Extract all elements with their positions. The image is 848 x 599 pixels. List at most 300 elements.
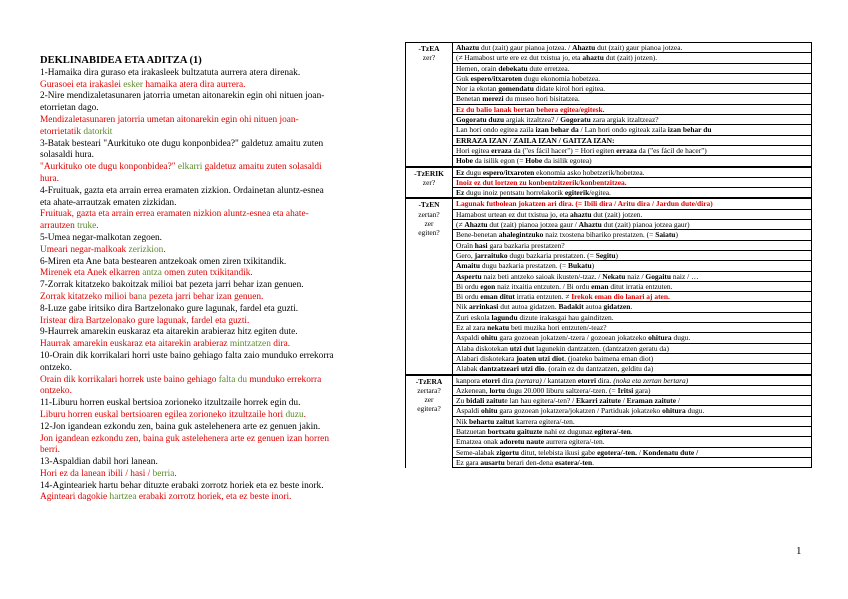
example-text: . bbox=[630, 302, 633, 312]
document-title: DEKLINABIDEA ETA ADITZA (1) bbox=[40, 55, 202, 66]
table-row bbox=[406, 323, 812, 333]
table-row bbox=[406, 63, 812, 73]
table-row bbox=[406, 104, 812, 114]
example-text: naiz itxaitia entzuten. / Bi ordu bbox=[495, 281, 592, 291]
example-text: Alabak bbox=[456, 364, 480, 374]
exercise-line: 3-Batak besteari "Aurkituko ote dugu konponbidea?" galdetuz amaitu zuten bbox=[40, 138, 324, 149]
table-row bbox=[406, 240, 812, 250]
exercise-line: 14-Aginteariek hartu behar dituzte erabaki zorrotz horiek eta ez beste inork. bbox=[40, 480, 324, 491]
example-cell bbox=[453, 416, 812, 426]
example-text: Alaba diskotekan bbox=[456, 343, 510, 353]
example-text: (zertara) bbox=[515, 375, 542, 385]
exercise-line bbox=[40, 245, 370, 257]
example-cell bbox=[453, 63, 812, 73]
exercise-line bbox=[40, 80, 370, 92]
example-text: zigortu bbox=[496, 447, 520, 457]
table-row bbox=[406, 209, 812, 219]
example-text: zaitute bbox=[599, 396, 621, 406]
answer-text: Liburu horren euskal bertsioaren egilea zorioneko itzultzaile hori bbox=[40, 409, 286, 420]
example-text: Gero, bbox=[456, 250, 475, 260]
answer-text: Iristear dira Bartzelonako gure lagunak, fardel eta guzti. bbox=[40, 315, 250, 326]
example-text: espero/itxaroten bbox=[482, 167, 535, 177]
example-text: ahalegintzuko bbox=[498, 230, 544, 240]
example-cell bbox=[453, 250, 812, 260]
example-text: ohitura bbox=[662, 406, 686, 416]
answer-text: erabaki zorrotz horiek, eta ez beste inori. bbox=[136, 492, 292, 503]
example-text: aurrera egitera/-ten. bbox=[544, 437, 605, 447]
example-cell bbox=[453, 261, 812, 271]
example-cell bbox=[453, 343, 812, 353]
table-row bbox=[406, 364, 812, 375]
example-text: Segitu bbox=[595, 250, 616, 260]
table-row bbox=[406, 447, 812, 457]
exercise-line: Mendizaletasunaren jatorria umetan aitonarekin egin ohi nituen joan- bbox=[40, 114, 299, 125]
example-text: (≠ Hamabost urte ere ez dut txistua jo, eta bbox=[456, 53, 583, 63]
exercise-line bbox=[40, 268, 370, 280]
example-text: izan behar du bbox=[667, 125, 712, 135]
example-cell bbox=[453, 104, 812, 114]
answer-text: . bbox=[96, 221, 99, 232]
example-text: Nik bbox=[456, 302, 470, 312]
example-text: Aspaldi bbox=[456, 333, 481, 343]
example-cell bbox=[453, 209, 812, 219]
highlight-word: duzu bbox=[285, 409, 304, 420]
example-text: . bbox=[630, 426, 633, 436]
example-text: Alabari diskotekara bbox=[456, 353, 517, 363]
example-text: dugu bazkaria prestatzen. (= bbox=[507, 250, 596, 260]
example-text: jarraituko bbox=[474, 250, 508, 260]
section-label-line: zer? bbox=[422, 53, 436, 63]
section-label-line: zertan? bbox=[418, 209, 440, 219]
example-text: Ez gara bbox=[456, 457, 481, 467]
table-row bbox=[406, 312, 812, 322]
example-text: Zuri eskola bbox=[456, 312, 492, 322]
exercise-line: Fruituak, gazta eta arrain errea eramaten nizkion aluntz-esnea eta ahate- bbox=[40, 209, 309, 220]
example-text: da isilik egotea) bbox=[542, 156, 592, 166]
example-text: gara bazkaria prestatzen? bbox=[487, 240, 565, 250]
example-text: Kondenatu dute / bbox=[642, 447, 699, 457]
example-text: berari den-dena bbox=[504, 457, 555, 467]
example-text: lagunekin dantzatzen. (dantzatzen geratu da) bbox=[534, 343, 669, 353]
example-text: esatera/-ten bbox=[554, 457, 593, 467]
exercise-line: hura. bbox=[40, 173, 59, 184]
example-cell bbox=[453, 156, 812, 167]
table-row bbox=[406, 261, 812, 271]
table-row bbox=[406, 43, 812, 53]
example-text: Hamabost urtean ez dut txistua jo, eta bbox=[456, 209, 571, 219]
section-label-line: -TzERIK bbox=[414, 168, 444, 178]
example-cell bbox=[453, 220, 812, 230]
answer-text: arrautzen bbox=[40, 221, 78, 232]
example-cell bbox=[453, 281, 812, 291]
example-text: Oraïn bbox=[456, 240, 475, 250]
example-text: Bukatu bbox=[568, 261, 592, 271]
example-cell bbox=[453, 292, 812, 302]
example-text: Inoiz ez dut lortzen zu konbentzitzerik/konbentzitzea. bbox=[456, 177, 627, 187]
exercise-line: solasaldi hura. bbox=[40, 150, 94, 161]
example-text: e lan hau egitera/-ten? / bbox=[504, 396, 577, 406]
exercise-line bbox=[40, 375, 370, 387]
section-label bbox=[406, 375, 453, 468]
table-row bbox=[406, 94, 812, 104]
example-text: Bene-benetan bbox=[456, 230, 499, 240]
exercise-line bbox=[40, 492, 370, 504]
answer-text: Orain dik korrikalari horrek uste baino gehiago bbox=[40, 374, 219, 385]
table-row bbox=[406, 220, 812, 230]
example-text: Azkenean, bbox=[456, 385, 490, 395]
example-text: merezi bbox=[482, 94, 504, 104]
example-text: Gogaitu bbox=[645, 271, 672, 281]
table-row bbox=[406, 125, 812, 135]
example-text: . (joateko baimena eman diot) bbox=[564, 353, 654, 363]
section-label-line: zertara? bbox=[417, 385, 441, 395]
example-text: Amaitu bbox=[456, 261, 480, 271]
example-text: egotera/-ten. bbox=[597, 447, 637, 457]
example-text: Saiatu bbox=[655, 230, 676, 240]
example-text: lortu bbox=[489, 385, 506, 395]
exercise-line: 9-Haurrek amarekin euskaraz eta aitarekin arabieraz hitz egiten dute. bbox=[40, 327, 298, 338]
table-row bbox=[406, 406, 812, 416]
section-label-line: zer bbox=[424, 395, 434, 405]
example-text: Ez du balio lanak bertan behera egitea/egitesk. bbox=[456, 104, 605, 114]
example-text: dut (zait) pianoa jotzea gaur) bbox=[601, 220, 690, 230]
table-row bbox=[406, 375, 812, 386]
example-text: karrera egitera/-ten. bbox=[514, 416, 575, 426]
example-cell bbox=[453, 353, 812, 363]
example-text: Benetan bbox=[456, 94, 483, 104]
example-cell bbox=[453, 167, 812, 178]
answer-text: galdetuz amaitu zuten solasaldi bbox=[202, 162, 322, 173]
example-cell bbox=[453, 385, 812, 395]
example-text: dantzatzeari utzi dio bbox=[479, 364, 545, 374]
exercise-line bbox=[40, 410, 370, 422]
example-text: dut (zait) jotzen). bbox=[603, 53, 658, 63]
example-text: dugu. bbox=[671, 333, 691, 343]
highlight-word: na bbox=[137, 291, 147, 302]
example-text: /egitea. bbox=[589, 188, 611, 198]
table-row bbox=[406, 416, 812, 426]
example-text: dizute irakasgai hau gainditzen. bbox=[517, 312, 614, 322]
table-row bbox=[406, 302, 812, 312]
example-text: da ("es fácil de hacer") bbox=[636, 145, 707, 155]
example-text: (≠ bbox=[456, 220, 465, 230]
table-row bbox=[406, 292, 812, 302]
highlight-word: zerizkion bbox=[128, 244, 164, 255]
example-text: Eraman bbox=[626, 396, 653, 406]
example-text: Ahaztu bbox=[578, 220, 602, 230]
example-text: / bbox=[636, 447, 643, 457]
example-cell bbox=[453, 375, 812, 386]
example-cell bbox=[453, 177, 812, 187]
example-text: dute erretzea. bbox=[527, 63, 570, 73]
exercise-line bbox=[40, 221, 370, 233]
example-cell bbox=[453, 73, 812, 83]
section-label-line: zer? bbox=[422, 177, 436, 187]
table-row bbox=[406, 353, 812, 363]
example-cell bbox=[453, 447, 812, 457]
table-row bbox=[406, 385, 812, 395]
example-text: Ahaztu bbox=[464, 220, 488, 230]
example-text: naiz / bbox=[625, 271, 646, 281]
exercise-line: 2-Nire mendizaletasunaren jatorria umetan aitonarekin egin ohi nituen joan- bbox=[40, 91, 325, 102]
example-text: eman ditut bbox=[480, 292, 515, 302]
example-cell bbox=[453, 135, 812, 145]
example-text: Batzuetan bbox=[456, 426, 488, 436]
example-text: kanpora bbox=[456, 375, 482, 385]
example-text: Lagunak futbolean jokatzen ari dira. (= Ibili dira / Aritu dira / Jardun dute/dira) bbox=[456, 199, 713, 209]
example-text: Hobe bbox=[456, 156, 473, 166]
table-row bbox=[406, 135, 812, 145]
exercise-line: ontzeko. bbox=[40, 362, 72, 373]
exercise-line: etorrietan dago. bbox=[40, 103, 99, 114]
table-row bbox=[406, 177, 812, 187]
example-text: lagundu bbox=[491, 312, 518, 322]
example-text: etorri bbox=[577, 375, 597, 385]
example-text: erraza bbox=[491, 145, 512, 155]
example-text: bortxatu gaituzte bbox=[487, 426, 543, 436]
example-text: zara argiak itzaltzeaz? bbox=[590, 115, 659, 125]
example-text: dut autoa gidatzen. bbox=[498, 302, 559, 312]
exercise-line bbox=[40, 339, 370, 351]
answer-text: dira. bbox=[270, 339, 291, 350]
example-text: du museo hori bisitatzea. bbox=[503, 94, 580, 104]
table-row bbox=[406, 156, 812, 167]
example-text: ditut, telebista ikusi gabe bbox=[519, 447, 598, 457]
grammar-table bbox=[405, 42, 812, 468]
example-text: ERRAZA IZAN / ZAILA IZAN / GAITZA IZAN: bbox=[456, 135, 615, 145]
exercise-line: 11-Liburu horren euskal bertsioa zorioneko itzultzaile horrek egin du. bbox=[40, 398, 301, 409]
example-cell bbox=[453, 323, 812, 333]
exercise-line bbox=[40, 127, 370, 139]
example-text: debekatu bbox=[498, 63, 528, 73]
example-text: ausartu bbox=[480, 457, 505, 467]
example-text: gara gozoean jokatzen/-tzera / gozoean jokatzeko bbox=[497, 333, 649, 343]
example-text: ahaztu bbox=[582, 53, 604, 63]
example-text: dugu 20.000 liburu saltzera/-tzen. (= bbox=[505, 385, 618, 395]
example-text: arrinkasi bbox=[469, 302, 499, 312]
table-row bbox=[406, 271, 812, 281]
example-text: naiz / … bbox=[671, 271, 699, 281]
table-row bbox=[406, 167, 812, 178]
example-text: Badakit bbox=[558, 302, 584, 312]
section-label-line: -TzEA bbox=[418, 44, 440, 53]
example-text: Guk bbox=[456, 73, 471, 83]
section-label-line: egitera? bbox=[417, 404, 441, 414]
section-label-line: -TzEN bbox=[418, 200, 440, 210]
example-text: Ez bbox=[456, 188, 465, 198]
example-text: Aspaldi bbox=[456, 406, 481, 416]
example-text: egon bbox=[480, 281, 496, 291]
example-text: nekatu bbox=[487, 323, 510, 333]
table-row bbox=[406, 53, 812, 63]
exercise-line: 7-Zorrak kitatzeko bakoitzak milioi bat pezeta jarri behar izan genuen. bbox=[40, 280, 304, 291]
example-text: Ahaztu bbox=[456, 43, 480, 52]
example-text: . bbox=[592, 457, 594, 467]
example-text: Hemen, orain bbox=[456, 63, 499, 73]
example-text: Hori egitea bbox=[456, 145, 492, 155]
example-text: Lan hori ondo egitea zaila bbox=[456, 125, 536, 135]
section-label-line: zer bbox=[424, 219, 434, 229]
example-cell bbox=[453, 302, 812, 312]
example-text: dut (zait) pianoa jotzea gaur / bbox=[487, 220, 579, 230]
example-cell bbox=[453, 230, 812, 240]
example-text: utzi dut bbox=[509, 343, 535, 353]
example-text: ohitu bbox=[481, 406, 498, 416]
table-row bbox=[406, 396, 812, 406]
answer-text: pezeta jarri behar izan genuen. bbox=[146, 291, 264, 302]
example-cell bbox=[453, 406, 812, 416]
answer-text: Zorrak kitatzeko milioi ba bbox=[40, 291, 138, 302]
exercise-line: 1-Hamaika dira guraso eta irakasleek bultzatuta aurrera atera direnak. bbox=[40, 67, 301, 78]
example-text: dira. bbox=[596, 375, 614, 385]
section-label bbox=[406, 43, 453, 167]
highlight-word: truke bbox=[77, 221, 97, 232]
exercise-line: 10-Orain dik korrikalari horri uste baino gehiago falta zaio munduko errekorra bbox=[40, 350, 334, 361]
example-text: gara gozoean jokatzera/jokatzen / Partiduak jokatzeko bbox=[497, 406, 663, 416]
exercise-line bbox=[40, 469, 370, 481]
exercise-lines bbox=[40, 68, 370, 504]
example-cell bbox=[453, 240, 812, 250]
example-text: ditut irratia entzuten. bbox=[608, 281, 673, 291]
example-text: dut (zait) gaur pianoa jotzea. / bbox=[479, 43, 573, 52]
example-text: Hobe bbox=[525, 156, 543, 166]
example-text: eman bbox=[591, 281, 609, 291]
example-text: Ahaztu bbox=[572, 43, 596, 52]
answer-text: munduko errekorra bbox=[247, 374, 322, 385]
answer-text: Hori ez da lanean ibili / hasi / bbox=[40, 468, 153, 479]
answer-text: . bbox=[174, 468, 177, 479]
example-text: zaitute bbox=[654, 396, 677, 406]
example-cell bbox=[453, 43, 812, 53]
table-row bbox=[406, 343, 812, 353]
highlight-word: hartzea bbox=[109, 492, 137, 503]
exercise-line: berri. bbox=[40, 445, 60, 456]
example-text: adoretu naute bbox=[499, 437, 545, 447]
example-text: naiz beti antzeko saioak ikusten/-tzaz. / bbox=[481, 271, 603, 281]
example-cell bbox=[453, 145, 812, 155]
example-text: / bbox=[620, 396, 627, 406]
example-text: etorri bbox=[481, 375, 500, 385]
example-text: Bi ordu bbox=[456, 281, 481, 291]
example-text: Seme-alabak bbox=[456, 447, 497, 457]
example-cell bbox=[453, 115, 812, 125]
example-text: Irekok eman dio lanari aj aten. bbox=[571, 292, 670, 302]
example-cell bbox=[453, 364, 812, 375]
table-row bbox=[406, 73, 812, 83]
example-text: dugu bazkaria prestatzen. (= bbox=[479, 261, 569, 271]
example-text: ) bbox=[591, 261, 595, 271]
table-row bbox=[406, 333, 812, 343]
table-row bbox=[406, 145, 812, 155]
answer-text: Umeari negar-malkoak bbox=[40, 244, 129, 255]
example-text: zaitut bbox=[486, 396, 505, 406]
answer-text: hamaika atera dira aurrera. bbox=[143, 79, 246, 90]
table-row bbox=[406, 115, 812, 125]
example-cell bbox=[453, 84, 812, 94]
exercise-line: eta ahate-arrautzak ematen zizkidan. bbox=[40, 197, 177, 208]
example-cell bbox=[453, 457, 812, 467]
table-row bbox=[406, 188, 812, 199]
highlight-word: elkarri bbox=[177, 162, 203, 173]
example-text: dugu. bbox=[685, 406, 705, 416]
example-text: irratia entzuten. ≠ bbox=[514, 292, 572, 302]
example-text: Gogoratu bbox=[560, 115, 591, 125]
example-text: joaten utzi diot bbox=[516, 353, 565, 363]
table-row bbox=[406, 437, 812, 447]
example-text: beti muzika hori entzuten/-teaz? bbox=[509, 323, 607, 333]
section-label-line: -TzERA bbox=[415, 376, 443, 386]
exercise-line: 13-Aspaldian dabil hori lanean. bbox=[40, 457, 158, 468]
example-cell bbox=[453, 94, 812, 104]
example-text: ahaztu bbox=[570, 209, 592, 219]
answer-text: omen zuten txikitandik. bbox=[161, 268, 253, 279]
example-text: da ("es fácil hacer") = Hori egiten bbox=[511, 145, 617, 155]
example-text: izan behar da bbox=[535, 125, 579, 135]
example-cell bbox=[453, 53, 812, 63]
example-text: gidatzen bbox=[603, 302, 631, 312]
example-text: dugu bbox=[464, 167, 483, 177]
example-text: dut (zait) gaur pianoa jotzea. bbox=[595, 43, 683, 52]
page-number: 1 bbox=[796, 545, 802, 557]
example-text: gomendatu bbox=[498, 84, 534, 94]
example-text: autoa bbox=[583, 302, 604, 312]
table-row bbox=[406, 84, 812, 94]
example-cell bbox=[453, 271, 812, 281]
example-text: Nik bbox=[456, 416, 470, 426]
exercise-line: 6-Miren eta Ane bata bestearen antzekoak omen ziren txikitandik. bbox=[40, 256, 287, 267]
exercise-line bbox=[40, 162, 370, 174]
example-text: Nekatu bbox=[602, 271, 626, 281]
exercise-line: 4-Fruituak, gazta eta arrain errea eramaten zizkion. Ordainetan aluntz-esnea bbox=[40, 185, 324, 196]
example-text: hasi bbox=[474, 240, 488, 250]
answer-text: . bbox=[303, 409, 306, 420]
example-cell bbox=[453, 437, 812, 447]
answer-text: Mirenek eta Anek elkarren bbox=[40, 268, 143, 279]
example-text: Gogoratu duzu bbox=[456, 115, 505, 125]
example-text: egitera/-ten bbox=[594, 426, 631, 436]
example-text: dugu inoiz pentsatu horrelakorik bbox=[464, 188, 565, 198]
exercise-line bbox=[40, 292, 370, 304]
example-text: argiak itzaltzea? / bbox=[504, 115, 561, 125]
left-column bbox=[40, 55, 370, 504]
highlight-word: antza bbox=[142, 268, 162, 279]
example-text: Ematzea onak bbox=[456, 437, 500, 447]
example-cell bbox=[453, 188, 812, 199]
table-row bbox=[406, 457, 812, 467]
highlight-word: datorkit bbox=[83, 126, 113, 137]
example-text: Ez al zara bbox=[456, 323, 488, 333]
example-text: Nor ia ekotan bbox=[456, 84, 499, 94]
example-text: . (orain ez du dantzatzen, gelditu da) bbox=[544, 364, 654, 374]
exercise-line: ontzeko. bbox=[40, 386, 72, 397]
highlight-word: esker bbox=[123, 79, 143, 90]
example-cell bbox=[453, 198, 812, 209]
example-text: dut (zait) jotzen. bbox=[591, 209, 643, 219]
table-row bbox=[406, 198, 812, 209]
highlight-word: mintzatzen bbox=[229, 339, 271, 350]
example-text: / bbox=[676, 396, 680, 406]
example-text: Ekarri bbox=[576, 396, 598, 406]
example-text: da isilik egon (= bbox=[472, 156, 526, 166]
example-cell bbox=[453, 125, 812, 135]
answer-text: Gurasoei eta irakaslei bbox=[40, 79, 124, 90]
example-text: ohitu bbox=[481, 333, 498, 343]
example-text: dugu ekonomia hobetzea. bbox=[522, 73, 601, 83]
exercise-line bbox=[40, 316, 370, 328]
example-text: Bi ordu bbox=[456, 292, 481, 302]
example-text: ohitura bbox=[648, 333, 672, 343]
example-text: didate kirol hori egitea. bbox=[533, 84, 606, 94]
